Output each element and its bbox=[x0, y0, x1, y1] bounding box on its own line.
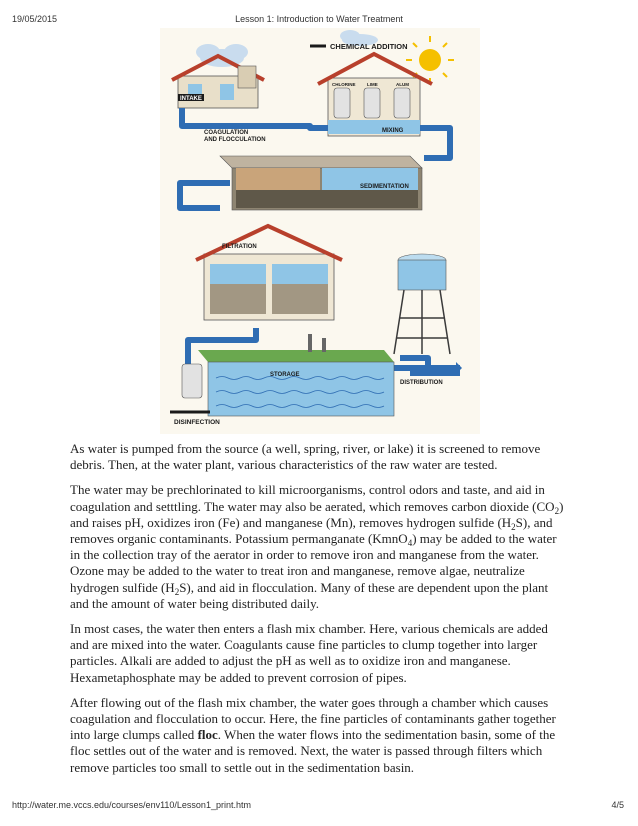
chlorine-tank bbox=[334, 88, 350, 118]
storage-label: STORAGE bbox=[270, 372, 300, 378]
disinfection-tank bbox=[182, 364, 202, 398]
mixing-basin bbox=[328, 120, 420, 134]
footer-url: http://water.me.vccs.edu/courses/env110/Lesson1_print.htm bbox=[12, 800, 251, 810]
header-date: 19/05/2015 bbox=[12, 14, 58, 24]
sedimentation-basin bbox=[220, 156, 422, 210]
page-number: 4/5 bbox=[611, 800, 624, 810]
filtration-label: FILTRATION bbox=[222, 244, 257, 250]
coagulation-label-2: AND FLOCCULATION bbox=[204, 137, 266, 143]
mixing-label: MIXING bbox=[382, 128, 404, 134]
alum-label: ALUM bbox=[396, 82, 409, 87]
chemical-addition-label: CHEMICAL ADDITION bbox=[330, 42, 408, 51]
sedimentation-label: SEDIMENTATION bbox=[360, 184, 409, 190]
disinfection-label: DISINFECTION bbox=[174, 419, 220, 426]
lime-tank bbox=[364, 88, 380, 118]
paragraph-2: The water may be prechlorinated to kill microorganisms, control odors and taste, and aid in coagulation and setttling. The water may also be aerated, which removes carbon dioxide $(CO_2)$ and raises pH, oxidizes iron (Fe) and manganese (Mn), removes hydrogen sulfide $(H_2S)$, and removes organic contaminants. Potassium permanganate (KmnO$_4$) may be added to the water in the collection tray of the aerator in order to remove iron and manganese from the water. Ozone may be added to the water to treat iron and manganese, remove algae, neutralize hydrogen sulfide $(H_2S)$, and aid in flocculation. Many of these are dependent upon the plant and the amount of water being distributed daily. bbox=[70, 482, 564, 611]
article-body bbox=[70, 441, 568, 785]
water-treatment-diagram bbox=[160, 28, 480, 434]
alum-tank bbox=[394, 88, 410, 118]
paragraph-3: In most cases, the water then enters a flash mix chamber. Here, various chemicals are added and are mixed into the water. Coagulants cause fine particles to clump together into larger particles. Alkali are added to adjust the pH as well as to oxidize iron and manganese. Hexametaphosphate may be added to prevent corrosion of pipes. bbox=[70, 621, 548, 685]
lime-label: LIME bbox=[367, 82, 378, 87]
floc-term: floc bbox=[197, 727, 218, 743]
header-title: Lesson 1: Introduction to Water Treatment bbox=[235, 14, 403, 24]
intake-label: INTAKE bbox=[180, 96, 202, 102]
distribution-label: DISTRIBUTION bbox=[400, 380, 443, 386]
paragraph-4: After flowing out of the flash mix chamber, the water goes through a chamber which causes coagulation and flocculation to occur. Here, the fine particles of contaminants gather together into large clumps called floc. When the water flows into the sedimentation basin, some of the floc settles out of the water and is removed. Next, the water is passed through filters which remove particles too small to settle out in the sedimentation basin. bbox=[70, 694, 556, 775]
coagulation-label-1: COAGULATION bbox=[204, 130, 249, 136]
paragraph-1: As water is pumped from the source (a well, spring, river, or lake) it is screened to remove debris. Then, at the water plant, various characteristics of the raw water are tested. bbox=[70, 441, 541, 473]
chlorine-label: CHLORINE bbox=[332, 82, 356, 87]
